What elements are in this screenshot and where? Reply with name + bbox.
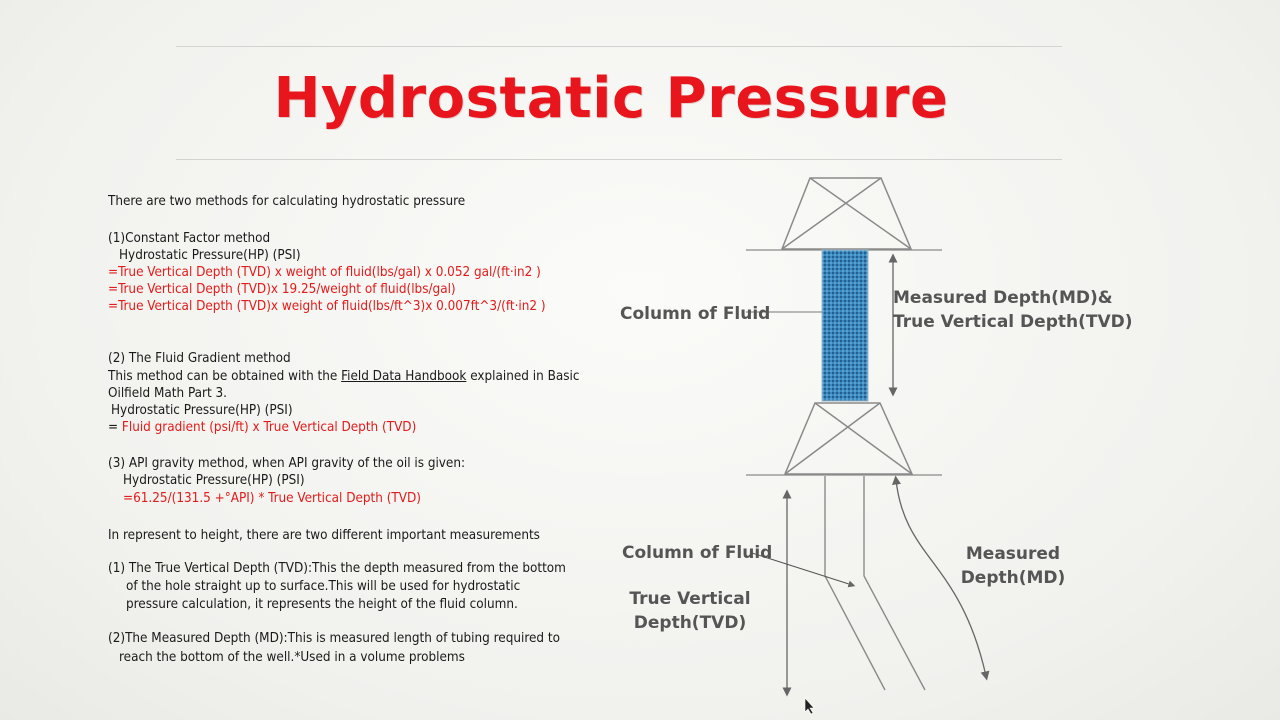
column-of-fluid-label-bottom: Column of Fluid <box>622 543 773 563</box>
tvd-diagram-label <box>628 587 752 635</box>
md-diagram-label-line1: Measured <box>965 544 1061 564</box>
page-title: Hydrostatic Pressure <box>273 66 949 131</box>
field-data-handbook-link[interactable]: Field Data Handbook <box>341 369 467 384</box>
measurements-intro: In represent to height, there are two different important measurements <box>108 528 540 543</box>
md-definition-line1: (2)The Measured Depth (MD):This is measured length of tubing required to <box>108 631 560 646</box>
lower-wellhead <box>785 403 912 474</box>
fluid-column <box>822 250 868 401</box>
method2-description-post: explained in Basic <box>466 369 580 384</box>
md-tvd-label-line2: True Vertical Depth(TVD) <box>893 312 1133 332</box>
mouse-cursor-icon <box>805 698 814 714</box>
tvd-diagram-label-line1: True Vertical <box>629 589 751 609</box>
md-tvd-label-line1: Measured Depth(MD)& <box>893 288 1113 308</box>
tvd-definition-line1: (1) The True Vertical Depth (TVD):This the depth measured from the bottom <box>108 561 566 576</box>
method1-formula-2: =True Vertical Depth (TVD)x 19.25/weight of fluid(lbs/gal) <box>108 282 456 297</box>
method1-formula-1: =True Vertical Depth (TVD) x weight of fluid(lbs/gal) x 0.052 gal/(ft·in2 ) <box>108 265 541 280</box>
column-of-fluid-label-top: Column of Fluid <box>620 304 771 324</box>
tvd-definition-line2: of the hole straight up to surface.This will be used for hydrostatic <box>126 579 521 594</box>
method2-description-pre: This method can be obtained with the <box>108 369 342 384</box>
method2-description-line2: Oilfield Math Part 3. <box>108 386 227 401</box>
method2-formula-prefix: = <box>108 420 122 435</box>
method3-formula: =61.25/(131.5 +°API) * True Vertical Depth (TVD) <box>123 491 421 506</box>
md-diagram-label <box>960 542 1066 590</box>
method2-subheading: Hydrostatic Pressure(HP) (PSI) <box>111 403 293 418</box>
method3-subheading: Hydrostatic Pressure(HP) (PSI) <box>123 473 305 488</box>
tvd-diagram-label-line2: Depth(TVD) <box>633 613 747 633</box>
top-wellhead <box>782 178 911 249</box>
method1-formula-3: =True Vertical Depth (TVD)x weight of fluid(lbs/ft^3)x 0.007ft^3/(ft·in2 ) <box>108 299 546 314</box>
method2-heading: (2) The Fluid Gradient method <box>108 351 291 366</box>
tvd-definition-line3: pressure calculation, it represents the height of the fluid column. <box>126 597 518 612</box>
intro-text: There are two methods for calculating hydrostatic pressure <box>108 194 466 209</box>
method2-formula: Fluid gradient (psi/ft) x True Vertical Depth (TVD) <box>121 420 417 435</box>
md-definition-line2: reach the bottom of the well.*Used in a volume problems <box>119 650 465 665</box>
casing-left <box>825 476 885 690</box>
casing-right <box>864 476 925 690</box>
method1-subheading: Hydrostatic Pressure(HP) (PSI) <box>119 248 301 263</box>
md-tvd-label <box>893 286 1133 334</box>
method3-heading: (3) API gravity method, when API gravity of the oil is given: <box>108 456 466 471</box>
md-diagram-label-line2: Depth(MD) <box>960 568 1066 588</box>
method1-heading: (1)Constant Factor method <box>108 231 271 246</box>
